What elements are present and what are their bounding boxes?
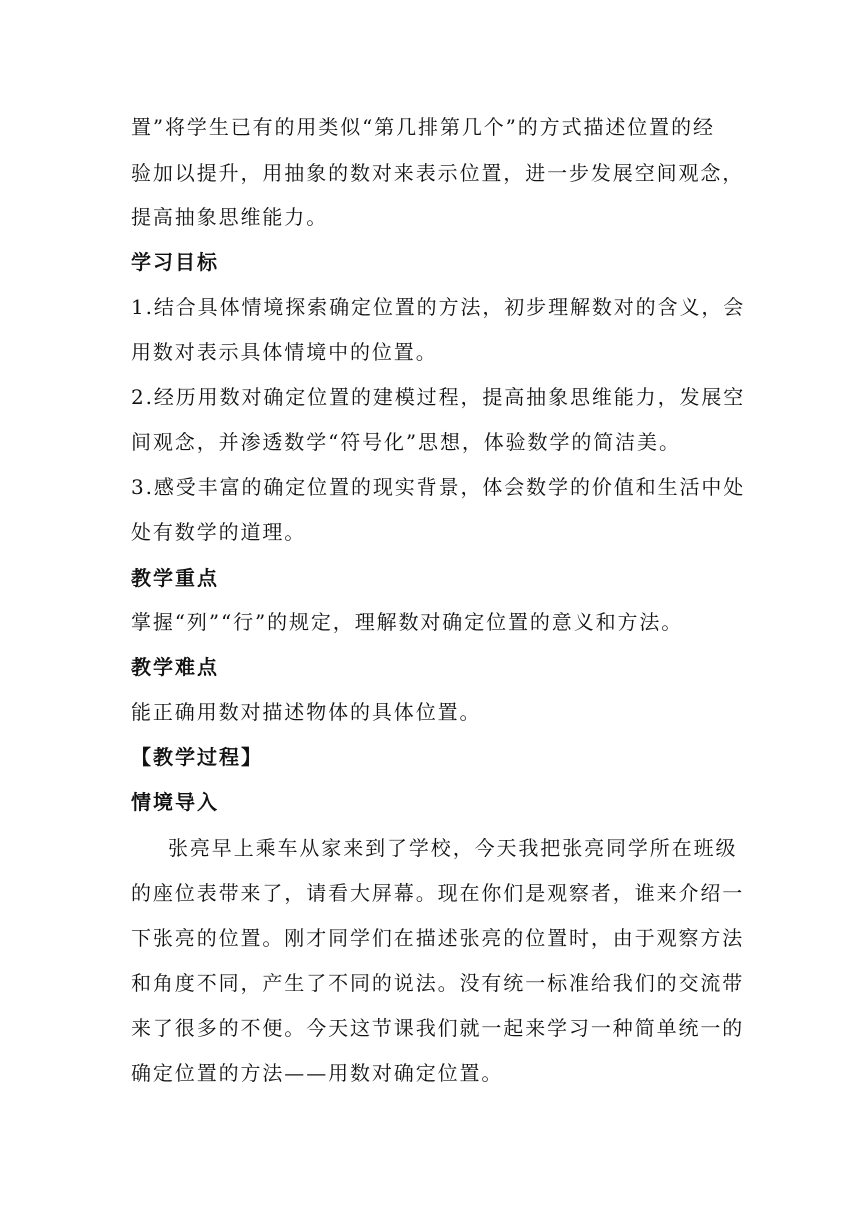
intro-line-1: 置”将学生已有的用类似“第几排第几个”的方式描述位置的经	[131, 115, 715, 139]
difficulty-heading: 教学难点	[131, 655, 219, 679]
objective-2-line-1: 2.经历用数对确定位置的建模过程，提高抽象思维能力，发展空	[131, 385, 746, 409]
process-paragraph-line-1: 张亮早上乘车从家来到了学校，今天我把张亮同学所在班级	[168, 836, 738, 860]
process-paragraph-line-6: 确定位置的方法——用数对确定位置。	[131, 1061, 504, 1085]
key-point-heading: 教学重点	[131, 566, 219, 590]
objective-1-line-2: 用数对表示具体情境中的位置。	[131, 340, 438, 364]
intro-line-3: 提高抽象思维能力。	[131, 205, 329, 229]
objective-2-line-2: 间观念，并渗透数学“符号化”思想，体验数学的简洁美。	[131, 430, 681, 454]
process-paragraph-line-2: 的座位表带来了，请看大屏幕。现在你们是观察者，谁来介绍一	[131, 881, 745, 905]
process-paragraph-line-3: 下张亮的位置。刚才同学们在描述张亮的位置时，由于观察方法	[131, 926, 745, 950]
process-paragraph-line-5: 来了很多的不便。今天这节课我们就一起来学习一种简单统一的	[131, 1016, 745, 1040]
objective-3-line-1: 3.感受丰富的确定位置的现实背景，体会数学的价值和生活中处	[131, 475, 746, 499]
difficulty-text: 能正确用数对描述物体的具体位置。	[131, 700, 482, 724]
scenario-intro-heading: 情境导入	[131, 790, 219, 814]
key-point-text: 掌握“列”“行”的规定，理解数对确定位置的意义和方法。	[131, 610, 684, 634]
intro-line-2: 验加以提升，用抽象的数对来表示位置，进一步发展空间观念，	[131, 161, 745, 185]
objective-1-line-1: 1.结合具体情境探索确定位置的方法，初步理解数对的含义，会	[131, 295, 746, 319]
objective-3-line-2: 处有数学的道理。	[131, 520, 307, 544]
process-paragraph-line-4: 和角度不同，产生了不同的说法。没有统一标准给我们的交流带	[131, 971, 745, 995]
process-heading: 【教学过程】	[131, 745, 263, 769]
objectives-heading: 学习目标	[131, 250, 219, 274]
